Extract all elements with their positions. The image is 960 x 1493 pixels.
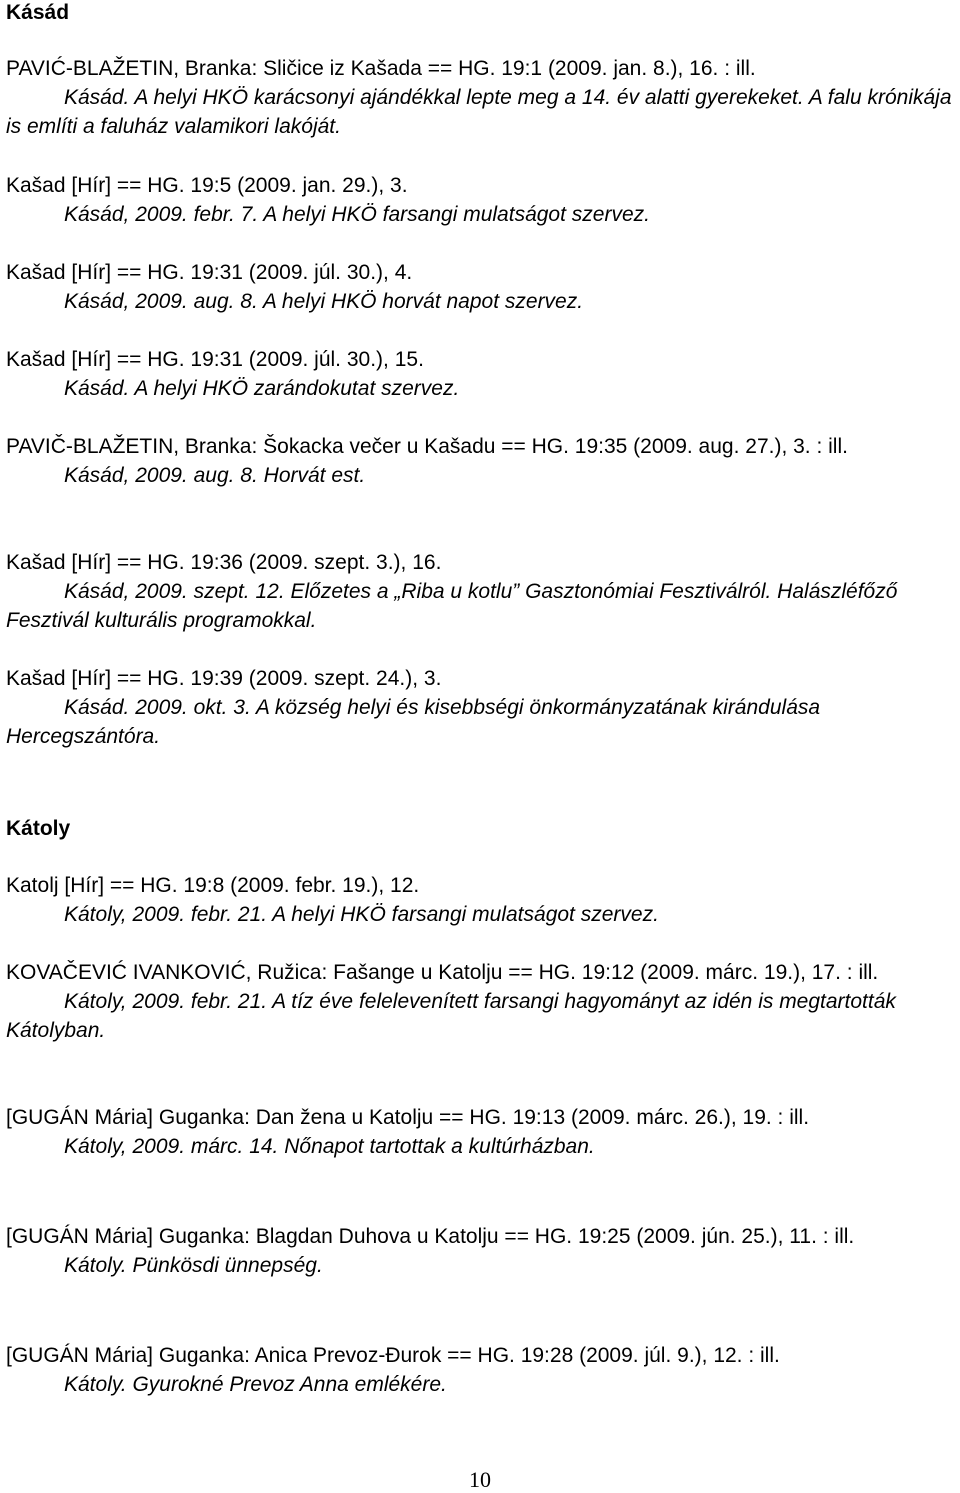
entry-reference: Kašad [Hír] == HG. 19:5 (2009. jan. 29.), 3.	[6, 174, 408, 197]
entry-annotation: Kásád, 2009. aug. 8. A helyi HKÖ horvát napot szervez.	[64, 290, 584, 313]
bibliography-entry	[6, 54, 960, 141]
section-heading-katoly: Kátoly	[6, 817, 71, 840]
entry-reference: KOVAČEVIĆ IVANKOVIĆ, Ružica: Fašange u Katolju == HG. 19:12 (2009. márc. 19.), 17. : ill.	[6, 961, 879, 984]
bibliography-entry	[6, 664, 960, 751]
section-heading-kasad: Kásád	[6, 1, 70, 24]
entry-annotation: Kátoly. Gyurokné Prevoz Anna emlékére.	[64, 1373, 447, 1396]
entry-reference: [GUGÁN Mária] Guganka: Anica Prevoz-Đurok == HG. 19:28 (2009. júl. 9.), 12. : ill.	[6, 1344, 780, 1367]
entry-annotation: Kátoly, 2009. márc. 14. Nőnapot tartottak a kultúrházban.	[64, 1135, 595, 1158]
entry-reference: Kašad [Hír] == HG. 19:36 (2009. szept. 3.), 16.	[6, 551, 442, 574]
entry-annotation: Kátoly, 2009. febr. 21. A helyi HKÖ farsangi mulatságot szervez.	[64, 903, 659, 926]
entry-annotation: Kátoly, 2009. febr. 21. A tíz éve felelevenített farsangi hagyományt az idén is megtartották Kátolyban.	[6, 990, 896, 1042]
bibliography-entry	[6, 345, 960, 403]
entry-annotation: Kásád. 2009. okt. 3. A község helyi és kisebbségi önkormányzatának kirándulása Hercegszántóra.	[6, 696, 821, 748]
bibliography-entry	[6, 258, 960, 316]
bibliography-entry	[6, 171, 960, 229]
bibliography-entry	[6, 1341, 960, 1399]
entry-reference: Kašad [Hír] == HG. 19:31 (2009. júl. 30.), 15.	[6, 348, 424, 371]
entry-reference: Kašad [Hír] == HG. 19:39 (2009. szept. 24.), 3.	[6, 667, 442, 690]
entry-reference: [GUGÁN Mária] Guganka: Blagdan Duhova u Katolju == HG. 19:25 (2009. jún. 25.), 11. : ill.	[6, 1225, 855, 1248]
bibliography-entry	[6, 1222, 960, 1280]
entry-reference: PAVIČ-BLAŽETIN, Branka: Šokacka večer u Kašadu == HG. 19:35 (2009. aug. 27.), 3. : ill.	[6, 435, 848, 458]
entry-annotation: Kásád, 2009. aug. 8. Horvát est.	[64, 464, 366, 487]
page-number: 10	[469, 1467, 491, 1492]
entry-reference: Kašad [Hír] == HG. 19:31 (2009. júl. 30.), 4.	[6, 261, 413, 284]
entry-reference: [GUGÁN Mária] Guganka: Dan žena u Katolju == HG. 19:13 (2009. márc. 26.), 19. : ill.	[6, 1106, 810, 1129]
entry-annotation: Kásád. A helyi HKÖ zarándokutat szervez.	[64, 377, 460, 400]
bibliography-entry	[6, 432, 960, 490]
bibliography-entry	[6, 871, 960, 929]
bibliography-entry	[6, 1103, 960, 1161]
entry-annotation: Kátoly. Pünkösdi ünnepség.	[64, 1254, 323, 1277]
entry-reference: Katolj [Hír] == HG. 19:8 (2009. febr. 19.), 12.	[6, 874, 420, 897]
entry-annotation: Kásád, 2009. szept. 12. Előzetes a „Riba u kotlu” Gasztonómiai Fesztiválról. Halászléfőző Fesztivál kulturális programokkal.	[6, 580, 898, 632]
entry-annotation: Kásád. A helyi HKÖ karácsonyi ajándékkal lepte meg a 14. év alatti gyerekeket. A falu krónikája is említi a faluház valamikori lakóját.	[6, 86, 952, 138]
bibliography-entry	[6, 548, 960, 635]
entry-annotation: Kásád, 2009. febr. 7. A helyi HKÖ farsangi mulatságot szervez.	[64, 203, 650, 226]
bibliography-entry	[6, 958, 960, 1045]
entry-reference: PAVIĆ-BLAŽETIN, Branka: Sličice iz Kašada == HG. 19:1 (2009. jan. 8.), 16. : ill.	[6, 57, 756, 80]
